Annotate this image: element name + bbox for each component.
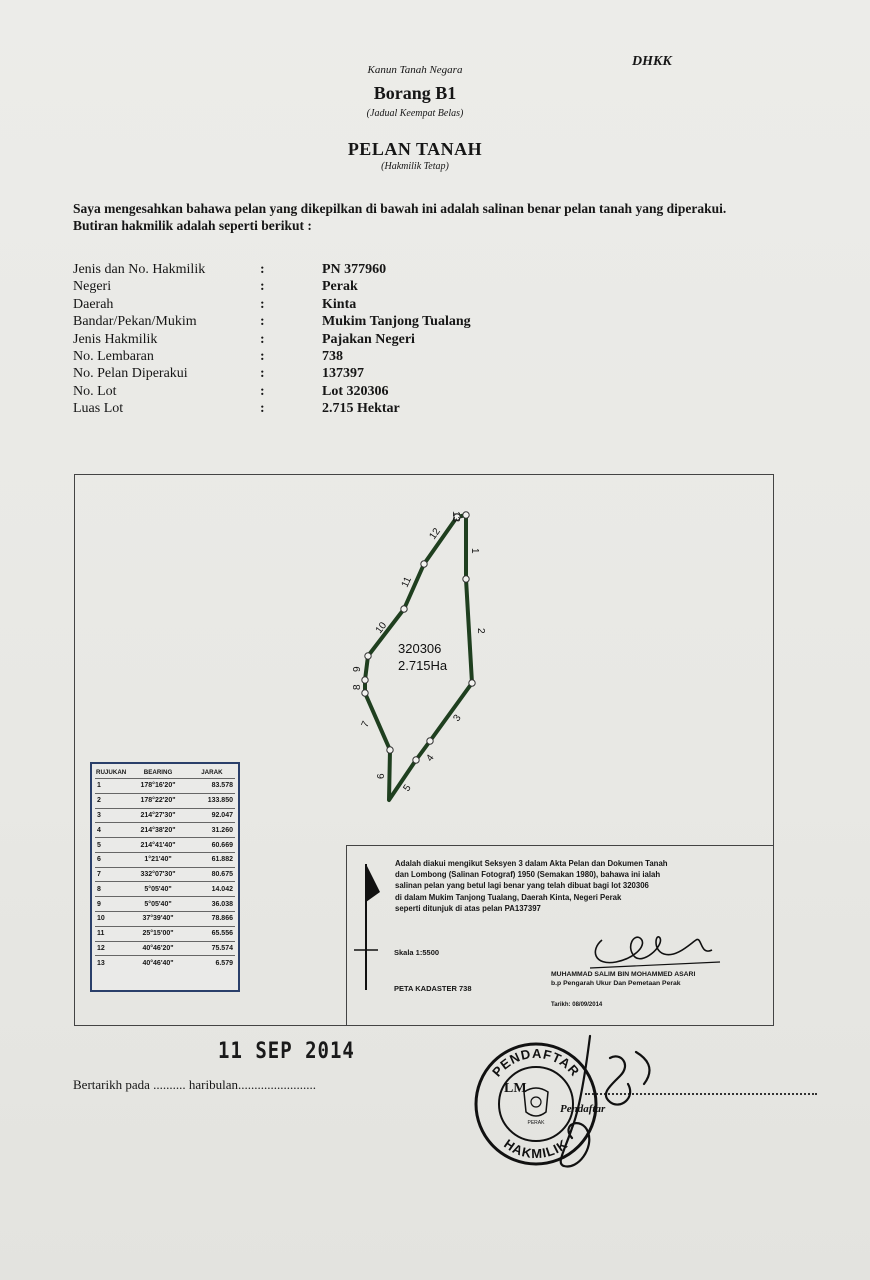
detail-colon: : (260, 366, 265, 382)
cell-bearing: 214°38'20" (127, 823, 189, 838)
seal-crest-icon (524, 1088, 548, 1116)
form-name: Borang B1 (373, 83, 457, 103)
svg-text:PENDAFTAR (489, 1046, 583, 1080)
detail-colon: : (260, 296, 265, 312)
boundary-label: 9 (352, 666, 363, 672)
registrar-signature-icon (561, 1036, 650, 1166)
detail-label: No. Pelan Diperakui (73, 366, 188, 382)
detail-colon: : (260, 401, 265, 417)
cell-distance: 14.042 (189, 882, 235, 897)
document-code: DHKK (632, 54, 672, 69)
detail-colon: : (260, 383, 265, 399)
lot-number: 320306 (398, 641, 442, 656)
cell-ref: 7 (95, 867, 127, 882)
detail-label: Luas Lot (73, 401, 124, 417)
detail-colon: : (260, 314, 265, 330)
boundary-label: 2 (475, 628, 486, 634)
cell-bearing: 178°22'20" (127, 793, 189, 808)
boundary-label: 8 (352, 684, 363, 690)
boundary-label: 11 (399, 575, 414, 590)
detail-colon: : (260, 262, 265, 277)
boundary-label: 7 (359, 719, 373, 730)
detail-value: Pajakan Negeri (322, 331, 415, 347)
cell-bearing: 5°05'40" (127, 882, 189, 897)
cell-bearing: 332°07'30" (127, 867, 189, 882)
cell-distance: 83.578 (189, 779, 235, 794)
detail-value: Kinta (322, 296, 357, 312)
column-header: RUJUKAN (96, 769, 127, 776)
cell-distance: 78.866 (189, 912, 235, 927)
certification-line-2: Butiran hakmilik adalah seperti berikut : (73, 218, 312, 233)
boundary-label: 10 (373, 620, 390, 636)
signed-date: Tarikh: 08/09/2014 (551, 1002, 603, 1008)
detail-value: Mukim Tanjong Tualang (322, 314, 471, 330)
cell-bearing: 25°15'00" (127, 926, 189, 941)
statement-line: salinan pelan yang betul lagi benar yang telah dibuat bagi lot 320306 (395, 881, 649, 891)
cell-ref: 12 (95, 941, 127, 956)
cell-distance: 75.574 (189, 941, 235, 956)
boundary-label: 1 (469, 548, 480, 554)
detail-label: Daerah (73, 296, 114, 312)
document-subtitle: (Hakmilik Tetap) (381, 161, 449, 172)
cell-bearing: 178°16'20" (127, 779, 189, 794)
cell-distance: 60.669 (189, 838, 235, 853)
detail-value: PN 377960 (322, 262, 387, 277)
seal-region-text: PERAK (527, 1120, 545, 1126)
scale-text: Skala 1:5500 (394, 948, 440, 957)
lot-area: 2.715Ha (398, 658, 448, 673)
detail-colon: : (260, 331, 265, 347)
cell-ref: 6 (95, 852, 127, 867)
detail-label: Jenis Hakmilik (73, 331, 158, 347)
cell-ref: 3 (95, 808, 127, 823)
cell-ref: 9 (95, 897, 127, 912)
column-header: JARAK (201, 769, 223, 776)
boundary-label: 6 (376, 773, 387, 779)
cell-bearing: 40°46'20" (127, 941, 189, 956)
cell-ref: 10 (95, 912, 127, 927)
statement-line: dan Lombong (Salinan Fotograf) 1950 (Semakan 1980), bahawa ini ialah (395, 870, 661, 880)
cell-bearing: 214°27'30" (127, 808, 189, 823)
statement-line: seperti ditunjuk di atas pelan PA137397 (395, 903, 541, 913)
document-title: PELAN TANAH (347, 139, 483, 159)
certification-line-1: Saya mengesahkan bahawa pelan yang dikepilkan di bawah ini adalah salinan benar pelan tanah yang diperakui. (73, 201, 727, 216)
detail-label: No. Lot (73, 383, 117, 399)
cell-bearing: 37°39'40" (127, 912, 189, 927)
cell-ref: 8 (95, 882, 127, 897)
detail-value: Perak (322, 279, 358, 295)
boundary-label: 3 (451, 712, 464, 724)
detail-colon: : (260, 348, 265, 364)
registrar-signature-text: Pendaftar (560, 1103, 606, 1115)
column-header: BEARING (143, 769, 173, 776)
detail-label: Negeri (73, 279, 112, 295)
cell-distance: 6.579 (189, 956, 235, 970)
cell-ref: 11 (95, 926, 127, 941)
date-stamp: 11 SEP 2014 (218, 1038, 355, 1064)
cell-distance: 133.850 (189, 793, 235, 808)
cell-ref: 13 (95, 956, 127, 970)
cell-bearing: 1°21'40" (127, 852, 189, 867)
boundary-label: 4 (424, 752, 437, 764)
cadastral-map-ref: PETA KADASTER 738 (394, 984, 472, 993)
boundary-label: 12 (427, 526, 443, 542)
signer-name: MUHAMMAD SALIM BIN MOHAMMED ASARI (551, 971, 696, 978)
statement-line: di dalam Mukim Tanjong Tualang, Daerah Kinta, Negeri Perak (395, 892, 622, 902)
cell-distance: 92.047 (189, 808, 235, 823)
detail-colon: : (260, 279, 265, 295)
cell-bearing: 214°41'40" (127, 838, 189, 853)
cell-distance: 61.882 (189, 852, 235, 867)
cell-ref: 4 (95, 823, 127, 838)
seal-top-text: PENDAFTAR (489, 1045, 583, 1080)
cell-distance: 65.556 (189, 926, 235, 941)
detail-value: 137397 (322, 366, 364, 382)
seal-bottom-text: HAKMILIK (501, 1136, 571, 1162)
detail-value: 738 (322, 348, 343, 364)
cell-ref: 1 (95, 779, 127, 794)
detail-value: Lot 320306 (322, 383, 389, 399)
boundary-label: 5 (401, 782, 414, 794)
boundary-label: 13 (450, 511, 461, 523)
signer-block (551, 970, 695, 988)
cell-ref: 2 (95, 793, 127, 808)
statement-line: Adalah diakui mengikut Seksyen 3 dalam Akta Pelan dan Dokumen Tanah (395, 859, 668, 868)
dated-line: Bertarikh pada .......... haribulan........................ (73, 1077, 316, 1092)
detail-value: 2.715 Hektar (322, 401, 400, 417)
detail-label: No. Lembaran (73, 348, 154, 364)
cell-distance: 31.260 (189, 823, 235, 838)
registrar-seal-icon (460, 1028, 660, 1178)
form-schedule: (Jadual Keempat Belas) (366, 108, 464, 119)
registrar-initials: LM (504, 1081, 527, 1096)
cell-bearing: 5°05'40" (127, 897, 189, 912)
detail-label: Jenis dan No. Hakmilik (73, 262, 206, 277)
cell-distance: 36.038 (189, 897, 235, 912)
signer-title: b.p Pengarah Ukur Dan Pemetaan Perak (551, 980, 681, 987)
cell-distance: 80.675 (189, 867, 235, 882)
cell-ref: 5 (95, 838, 127, 853)
act-name: Kanun Tanah Negara (367, 64, 463, 76)
detail-label: Bandar/Pekan/Mukim (73, 314, 197, 330)
cell-bearing: 40°46'40" (127, 956, 189, 970)
